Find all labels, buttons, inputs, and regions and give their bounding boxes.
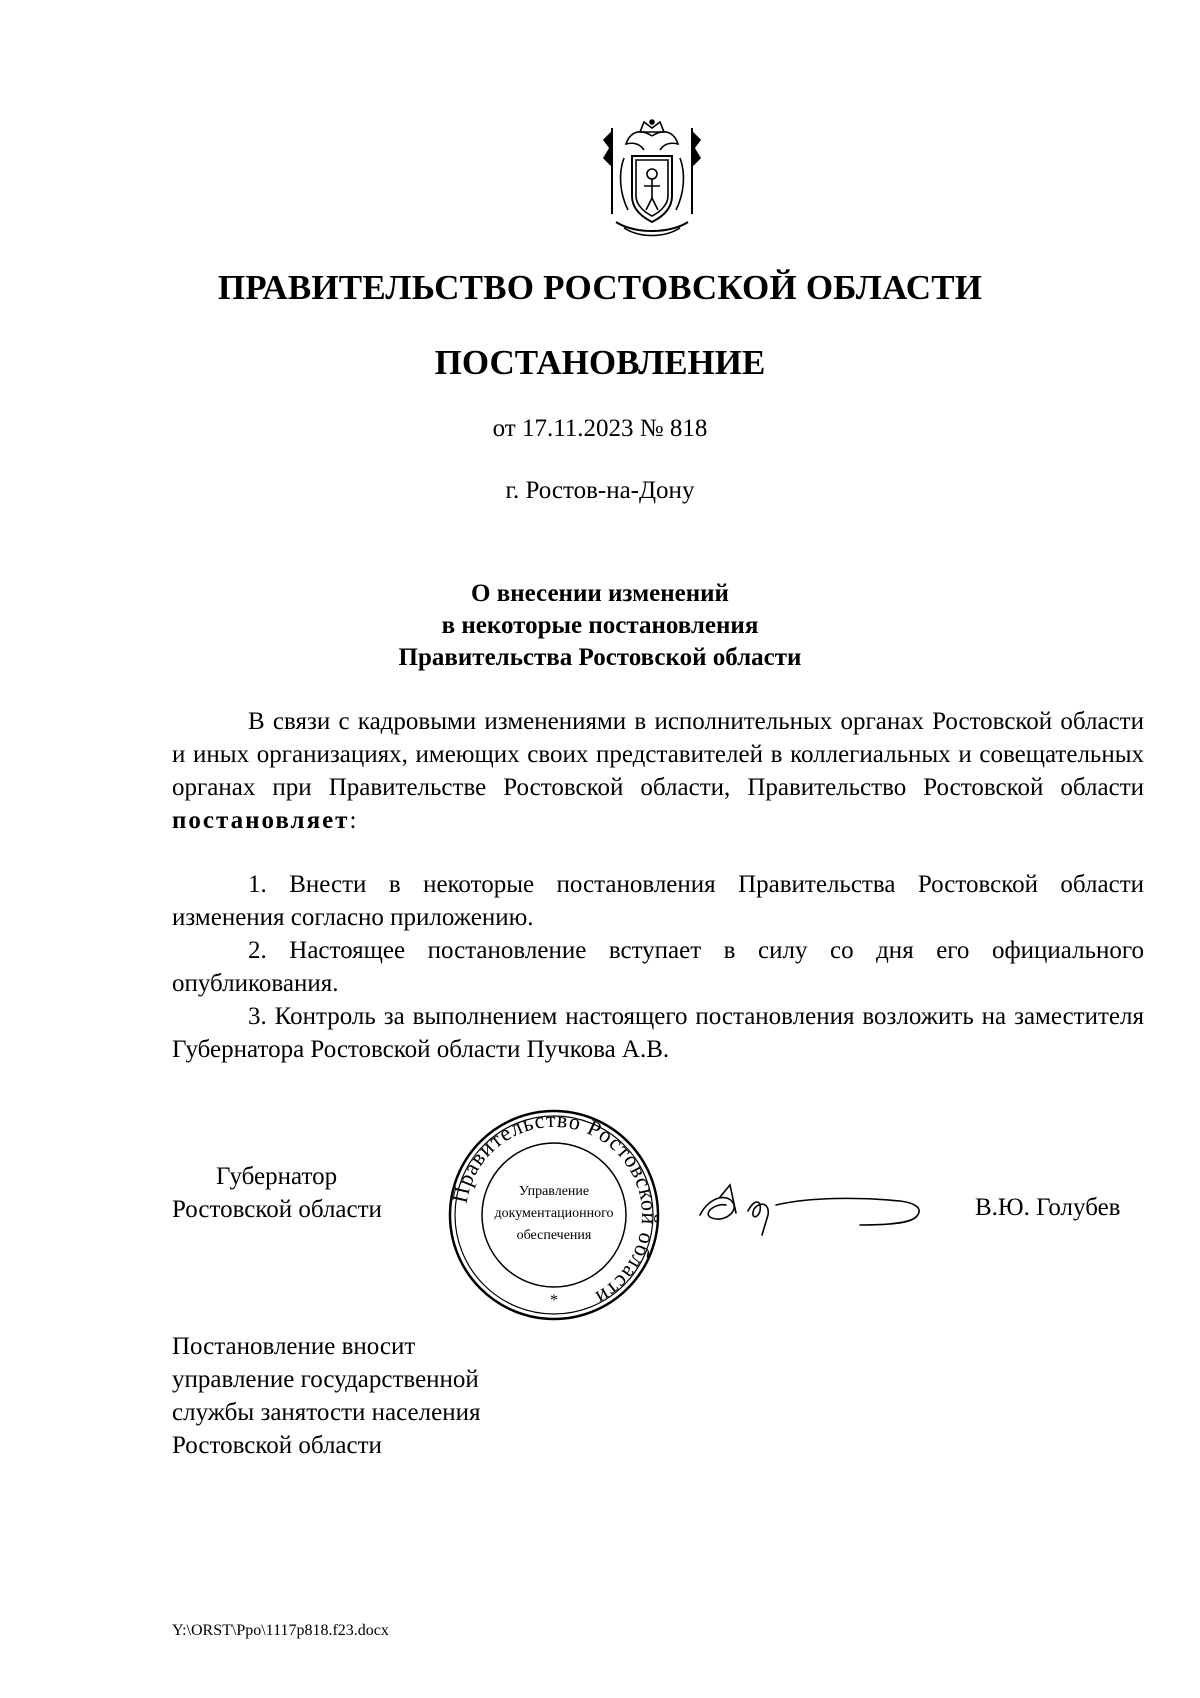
seal-star: * — [550, 1292, 558, 1309]
submitted-by-line: службы занятости населения — [172, 1399, 481, 1426]
coat-of-arms-icon — [600, 118, 704, 240]
resolution-item: 3. Контроль за выполнением настоящего постановления возложить на заместителя Губернатора Ростовской области Пучкова А.В. — [172, 1003, 1144, 1063]
signer-position-line: Ростовской области — [172, 1196, 382, 1223]
signer-position — [172, 1160, 382, 1226]
handwritten-signature — [690, 1175, 940, 1245]
document-type: ПОСТАНОВЛЕНИЕ — [434, 343, 766, 382]
submitted-by-line: управление государственной — [172, 1366, 479, 1393]
subject-line: О внесении изменений — [471, 580, 729, 607]
submitted-by — [172, 1330, 480, 1462]
signer-name: В.Ю. Голубев — [975, 1194, 1121, 1221]
preamble-paragraph — [172, 705, 1144, 837]
document-date-number: от 17.11.2023 № 818 — [492, 415, 708, 442]
file-path: Y:\ORST\Ppo\1117p818.f23.docx — [172, 1622, 389, 1639]
submitted-by-line: Ростовской области — [172, 1432, 382, 1459]
seal-inner-line: обеспечения — [516, 1228, 592, 1243]
subject-line: Правительства Ростовской области — [398, 644, 802, 671]
seal-inner-line: Управление — [518, 1184, 590, 1199]
resolution-item: 1. Внести в некоторые постановления Правительства Ростовской области изменения согласно приложению. — [172, 871, 1144, 931]
resolution-keyword: постановляет — [172, 807, 350, 834]
signer-position-line: Губернатор — [216, 1163, 338, 1190]
organization-title: ПРАВИТЕЛЬСТВО РОСТОВСКОЙ ОБЛАСТИ — [217, 268, 983, 307]
document-subject — [0, 578, 1200, 674]
subject-line: в некоторые постановления — [441, 612, 759, 639]
submitted-by-line: Постановление вносит — [172, 1333, 416, 1360]
document-city: г. Ростов-на-Дону — [505, 477, 695, 504]
seal-inner-line: документационного — [494, 1206, 614, 1221]
preamble-end: : — [349, 807, 357, 834]
official-seal-stamp — [444, 1105, 664, 1325]
preamble-text: В связи с кадровыми изменениями в исполнительных органах Ростовской области и иных организациях, имеющих своих представителей в коллегиальных и совещательных органах при Правительстве Ростовской области, Правительство Ростовской области — [172, 708, 1144, 801]
seal-outer-text: Правительство Ростовской области — [446, 1106, 663, 1312]
resolution-items — [172, 868, 1144, 1066]
resolution-item: 2. Настоящее постановление вступает в силу со дня его официального опубликования. — [172, 937, 1144, 997]
